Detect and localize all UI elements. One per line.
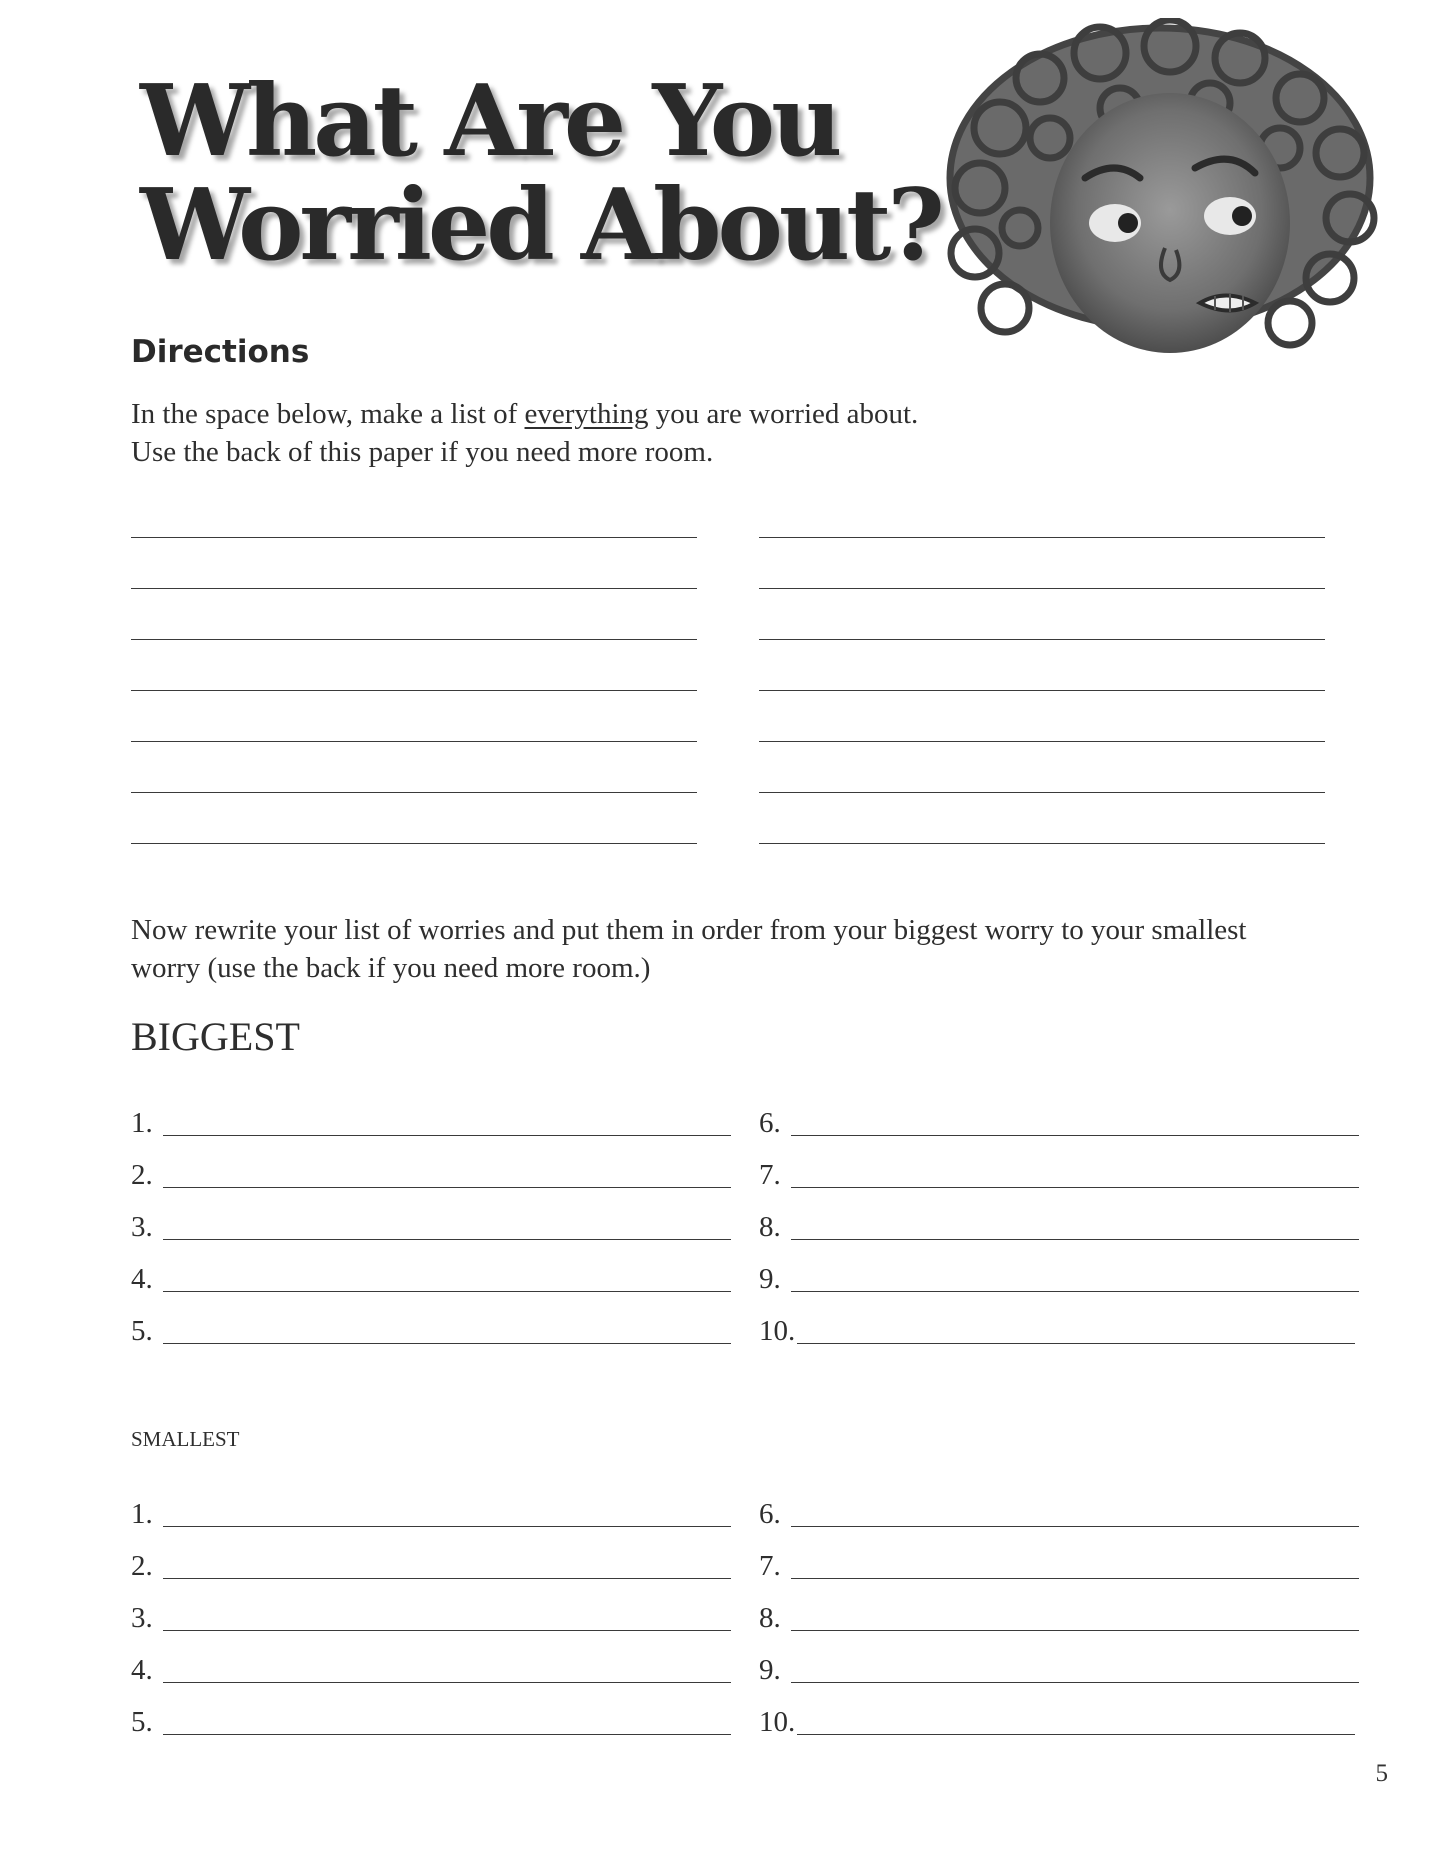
page-title <box>140 64 941 283</box>
answer-line[interactable] <box>797 1734 1355 1735</box>
directions-line-1: In the space below, make a list of everything you are worried about. <box>131 398 919 430</box>
item-number: 7. <box>759 1159 781 1191</box>
item-number: 10. <box>759 1315 796 1347</box>
item-number: 2. <box>131 1550 153 1582</box>
worry-blank-line[interactable] <box>759 792 1325 793</box>
smallest-item <box>131 1597 731 1637</box>
answer-line[interactable] <box>797 1343 1355 1344</box>
smallest-item <box>759 1545 1359 1585</box>
worry-blank-line[interactable] <box>759 741 1325 742</box>
worried-face-image <box>870 18 1410 368</box>
title-line-1: What Are You <box>140 64 839 179</box>
worry-blank-line[interactable] <box>131 639 697 640</box>
item-number: 7. <box>759 1550 781 1582</box>
biggest-item <box>131 1206 731 1246</box>
item-number: 9. <box>759 1654 781 1686</box>
worry-blank-line[interactable] <box>131 588 697 589</box>
item-number: 1. <box>131 1498 153 1530</box>
biggest-item <box>759 1310 1359 1350</box>
directions-line-2: Use the back of this paper if you need more room. <box>131 436 714 468</box>
answer-line[interactable] <box>163 1291 731 1292</box>
biggest-item <box>131 1102 731 1142</box>
directions-heading: Directions <box>131 334 310 370</box>
item-number: 6. <box>759 1498 781 1530</box>
item-number: 5. <box>131 1315 153 1347</box>
item-number: 10. <box>759 1706 796 1738</box>
answer-line[interactable] <box>163 1526 731 1527</box>
worry-blank-line[interactable] <box>759 843 1325 844</box>
biggest-item <box>131 1154 731 1194</box>
rewrite-instructions: Now rewrite your list of worries and put them in order from your biggest worry to your smallest worry (use the back if you need more room.) <box>131 914 1247 984</box>
smallest-item <box>759 1493 1359 1533</box>
worried-girl-illustration <box>870 18 1410 373</box>
answer-line[interactable] <box>163 1239 731 1240</box>
answer-line[interactable] <box>791 1239 1359 1240</box>
answer-line[interactable] <box>163 1630 731 1631</box>
biggest-item <box>759 1206 1359 1246</box>
answer-line[interactable] <box>791 1526 1359 1527</box>
biggest-item <box>759 1258 1359 1298</box>
worry-blank-line[interactable] <box>759 588 1325 589</box>
smallest-item <box>759 1597 1359 1637</box>
gritted-teeth <box>1200 296 1255 311</box>
worry-blank-line[interactable] <box>131 537 697 538</box>
worry-blank-line[interactable] <box>131 843 697 844</box>
answer-line[interactable] <box>791 1187 1359 1188</box>
answer-line[interactable] <box>791 1578 1359 1579</box>
answer-line[interactable] <box>163 1135 731 1136</box>
smallest-item <box>131 1493 731 1533</box>
worry-blank-line[interactable] <box>131 690 697 691</box>
answer-line[interactable] <box>163 1187 731 1188</box>
item-number: 4. <box>131 1263 153 1295</box>
biggest-item <box>131 1258 731 1298</box>
item-number: 1. <box>131 1107 153 1139</box>
answer-line[interactable] <box>791 1135 1359 1136</box>
answer-line[interactable] <box>163 1578 731 1579</box>
smallest-item <box>131 1649 731 1689</box>
item-number: 8. <box>759 1602 781 1634</box>
item-number: 8. <box>759 1211 781 1243</box>
biggest-item <box>759 1102 1359 1142</box>
worry-blank-line[interactable] <box>131 792 697 793</box>
answer-line[interactable] <box>791 1682 1359 1683</box>
answer-line[interactable] <box>163 1682 731 1683</box>
directions-text <box>131 395 918 471</box>
smallest-item <box>759 1701 1359 1741</box>
answer-line[interactable] <box>163 1734 731 1735</box>
emphasis-everything: everything <box>524 398 649 430</box>
worry-blank-line[interactable] <box>759 690 1325 691</box>
item-number: 2. <box>131 1159 153 1191</box>
smallest-item <box>131 1701 731 1741</box>
smallest-item <box>131 1545 731 1585</box>
smallest-item <box>759 1649 1359 1689</box>
worry-blank-line[interactable] <box>131 741 697 742</box>
answer-line[interactable] <box>791 1291 1359 1292</box>
title-line-2: Worried About? <box>140 168 941 283</box>
answer-line[interactable] <box>791 1630 1359 1631</box>
smallest-label: SMALLEST <box>131 1427 240 1451</box>
biggest-item <box>759 1154 1359 1194</box>
item-number: 3. <box>131 1211 153 1243</box>
item-number: 4. <box>131 1654 153 1686</box>
biggest-label: BIGGEST <box>131 1014 300 1059</box>
answer-line[interactable] <box>163 1343 731 1344</box>
item-number: 5. <box>131 1706 153 1738</box>
worry-blank-line[interactable] <box>759 639 1325 640</box>
item-number: 6. <box>759 1107 781 1139</box>
page-number: 5 <box>1375 1760 1388 1787</box>
biggest-item <box>131 1310 731 1350</box>
item-number: 3. <box>131 1602 153 1634</box>
item-number: 9. <box>759 1263 781 1295</box>
worry-blank-line[interactable] <box>759 537 1325 538</box>
